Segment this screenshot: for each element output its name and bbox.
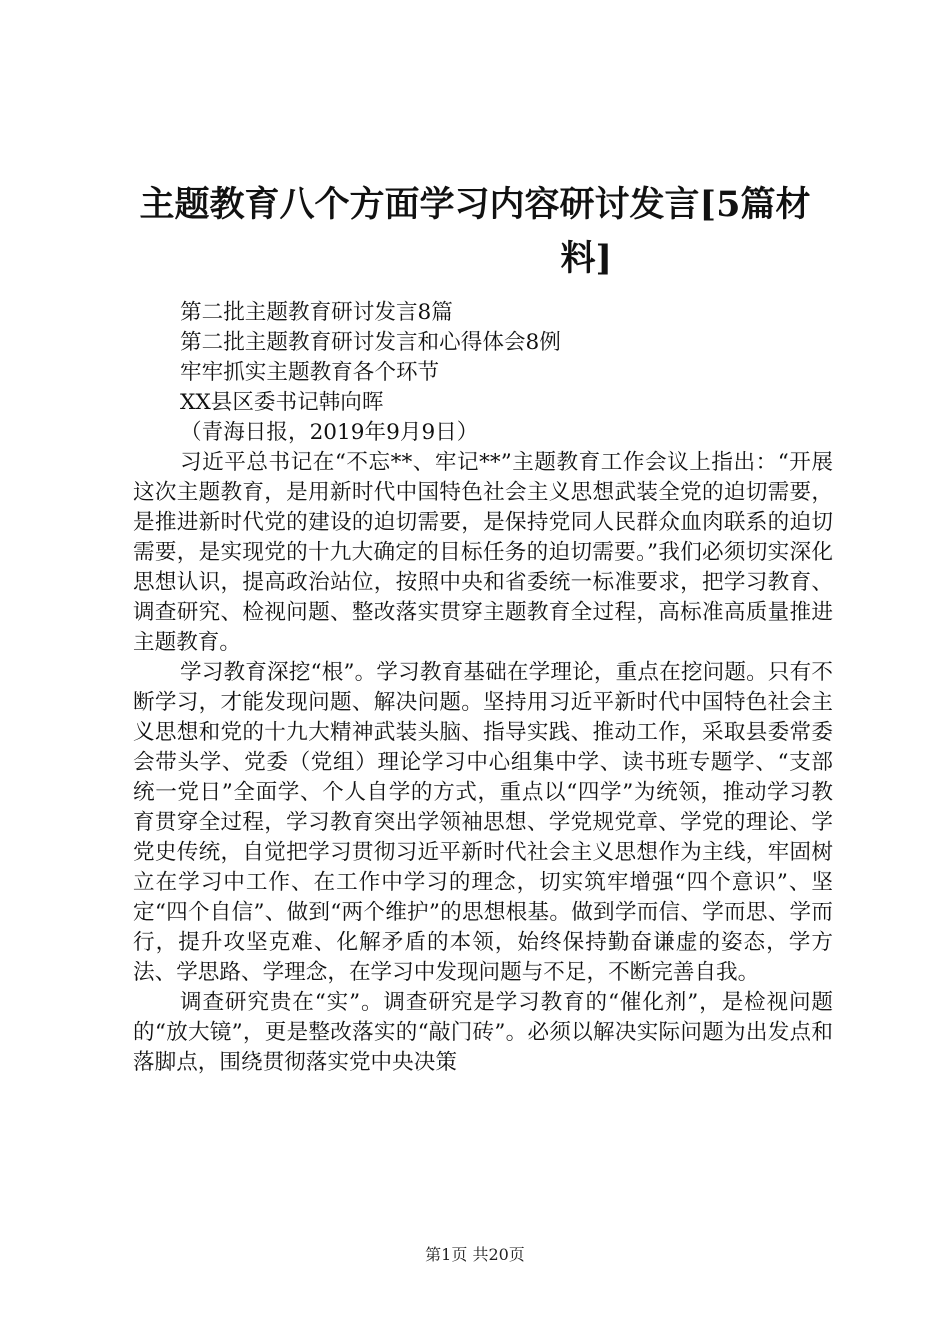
paragraph-3: 调查研究贵在“实”。调查研究是学习教育的“催化剂”，是检视问题的“放大镜”，更是整改落实的“敲门砖”。必须以解决实际问题为出发点和落脚点，围绕贯彻落实党中央决策 [133,990,833,1075]
title-line-1: 主题教育八个方面学习内容研讨发言[5篇材 [139,184,811,225]
paragraph-2: 学习教育深挖“根”。学习教育基础在学理论，重点在挖问题。只有不断学习，才能发现问题、解决问题。坚持用习近平新时代中国特色社会主义思想和党的十九大精神武装头脑、指导实践、推动工作，采取县委常委会带头学、党委（党组）理论学习中心组集中学、读书班专题学、“支部统一党日”全面学、个人自学的方式，重点以“四学”为统领，推动学习教育贯穿全过程，学习教育突出学领袖思想、学党规党章、学党的理论、学党史传统，自觉把学习贯彻习近平新时代社会主义思想作为主线，牢固树立在学习中工作、在工作中学习的理念，切实筑牢增强“四个意识”、坚定“四个自信”、做到“两个维护”的思想根基。做到学而信、学而思、学而行，提升攻坚克难、化解矛盾的本领，始终保持勤奋谦虚的姿态，学方法、学思路、学理念，在学习中发现问题与不足，不断完善自我。 [133,660,833,985]
paragraph-1: 习近平总书记在“不忘**、牢记**”主题教育工作会议上指出：“开展这次主题教育，是用新时代中国特色社会主义思想武装全党的迫切需要，是推进新时代党的建设的迫切需要，是保持党同人民群众血肉联系的迫切需要，是实现党的十九大确定的目标任务的迫切需要。”我们必须切实深化思想认识，提高政治站位，按照中央和省委统一标准要求，把学习教育、调查研究、检视问题、整改落实贯穿主题教育全过程，高标准高质量推进主题教育。 [133,450,833,655]
page-footer: 第1页 共20页 [425,1245,525,1264]
related-link-2: 第二批主题教育研讨发言和心得体会8例 [180,330,561,355]
article-title: 牢牢抓实主题教育各个环节 [180,360,440,385]
article-author: XX县区委书记韩向晖 [180,390,384,415]
article-source: （青海日报，2019年9月9日） [180,420,479,445]
document-body [133,298,833,1078]
title-line-2: 料] [560,238,612,279]
document-title [120,178,830,286]
related-link-1: 第二批主题教育研讨发言8篇 [180,300,453,325]
